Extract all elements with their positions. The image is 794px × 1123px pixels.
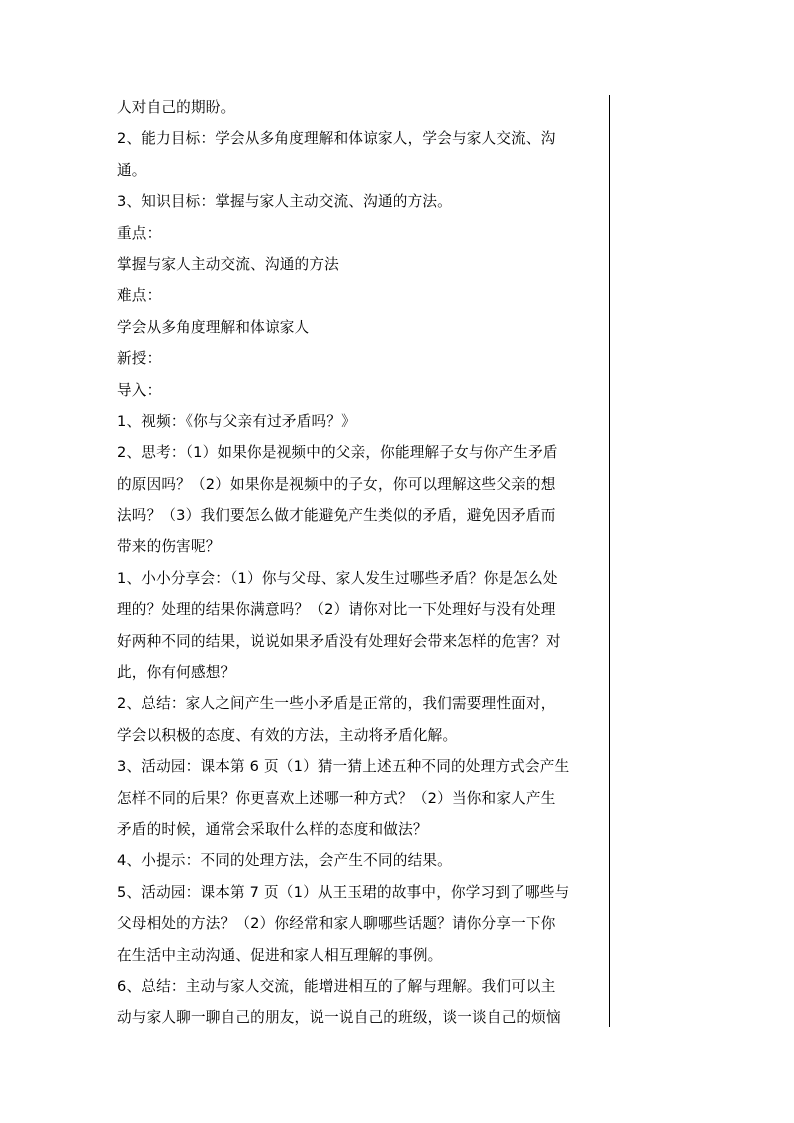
text-line: 4、小提示：不同的处理方法，会产生不同的结果。 xyxy=(117,852,452,870)
text-line: 1、视频：《你与父亲有过矛盾吗？》 xyxy=(117,412,356,430)
text-line: 在生活中主动沟通、促进和家人相互理解的事例。 xyxy=(117,946,443,964)
text-line: 2、能力目标：学会从多角度理解和体谅家人，学会与家人交流、沟 xyxy=(117,130,556,148)
text-line: 动与家人聊一聊自己的朋友，说一说自己的班级，谈一谈自己的烦恼 xyxy=(117,1009,561,1027)
text-line: 好两种不同的结果，说说如果矛盾没有处理好会带来怎样的危害？对 xyxy=(117,632,561,650)
text-line: 2、总结：家人之间产生一些小矛盾是正常的，我们需要理性面对， xyxy=(117,695,556,713)
section-heading-new-lesson: 新授： xyxy=(117,350,162,368)
text-line: 此，你有何感想？ xyxy=(117,664,236,682)
text-line: 通。 xyxy=(117,161,147,179)
text-line: 法吗？（3）我们要怎么做才能避免产生类似的矛盾，避免因矛盾而 xyxy=(117,507,556,525)
text-line: 理的？处理的结果你满意吗？（2）请你对比一下处理好与没有处理 xyxy=(117,601,556,619)
text-line: 2、思考：（1）如果你是视频中的父亲，你能理解子女与你产生矛盾 xyxy=(117,444,558,462)
text-line: 1、小小分享会：（1）你与父母、家人发生过哪些矛盾？你是怎么处 xyxy=(117,569,558,587)
text-line: 带来的伤害呢？ xyxy=(117,538,221,556)
section-heading-difficulties: 难点： xyxy=(117,287,162,305)
section-heading-introduction: 导入： xyxy=(117,381,162,399)
text-line: 5、活动园：课本第 7 页（1）从王玉珺的故事中，你学习到了哪些与 xyxy=(117,883,570,901)
lesson-plan-text xyxy=(117,92,603,1034)
text-line: 的原因吗？（2）如果你是视频中的子女，你可以理解这些父亲的想 xyxy=(117,475,556,493)
text-line: 父母相处的方法？（2）你经常和家人聊哪些话题？请你分享一下你 xyxy=(117,915,556,933)
section-heading-key-points: 重点： xyxy=(117,224,162,242)
text-line: 怎样不同的后果？你更喜欢上述哪一种方式？（2）当你和家人产生 xyxy=(117,789,556,807)
text-line: 6、总结：主动与家人交流，能增进相互的了解与理解。我们可以主 xyxy=(117,977,556,995)
text-line: 学会从多角度理解和体谅家人 xyxy=(117,318,310,336)
text-line: 学会以积极的态度、有效的方法，主动将矛盾化解。 xyxy=(117,726,458,744)
text-line: 矛盾的时候，通常会采取什么样的态度和做法？ xyxy=(117,820,428,838)
text-line: 3、知识目标：掌握与家人主动交流、沟通的方法。 xyxy=(117,193,452,211)
table-cell-right-border xyxy=(609,95,610,1027)
text-line: 3、活动园：课本第 6 页（1）猜一猜上述五种不同的处理方式会产生 xyxy=(117,758,570,776)
text-line: 人对自己的期盼。 xyxy=(117,99,236,116)
text-line: 掌握与家人主动交流、沟通的方法 xyxy=(117,255,339,273)
